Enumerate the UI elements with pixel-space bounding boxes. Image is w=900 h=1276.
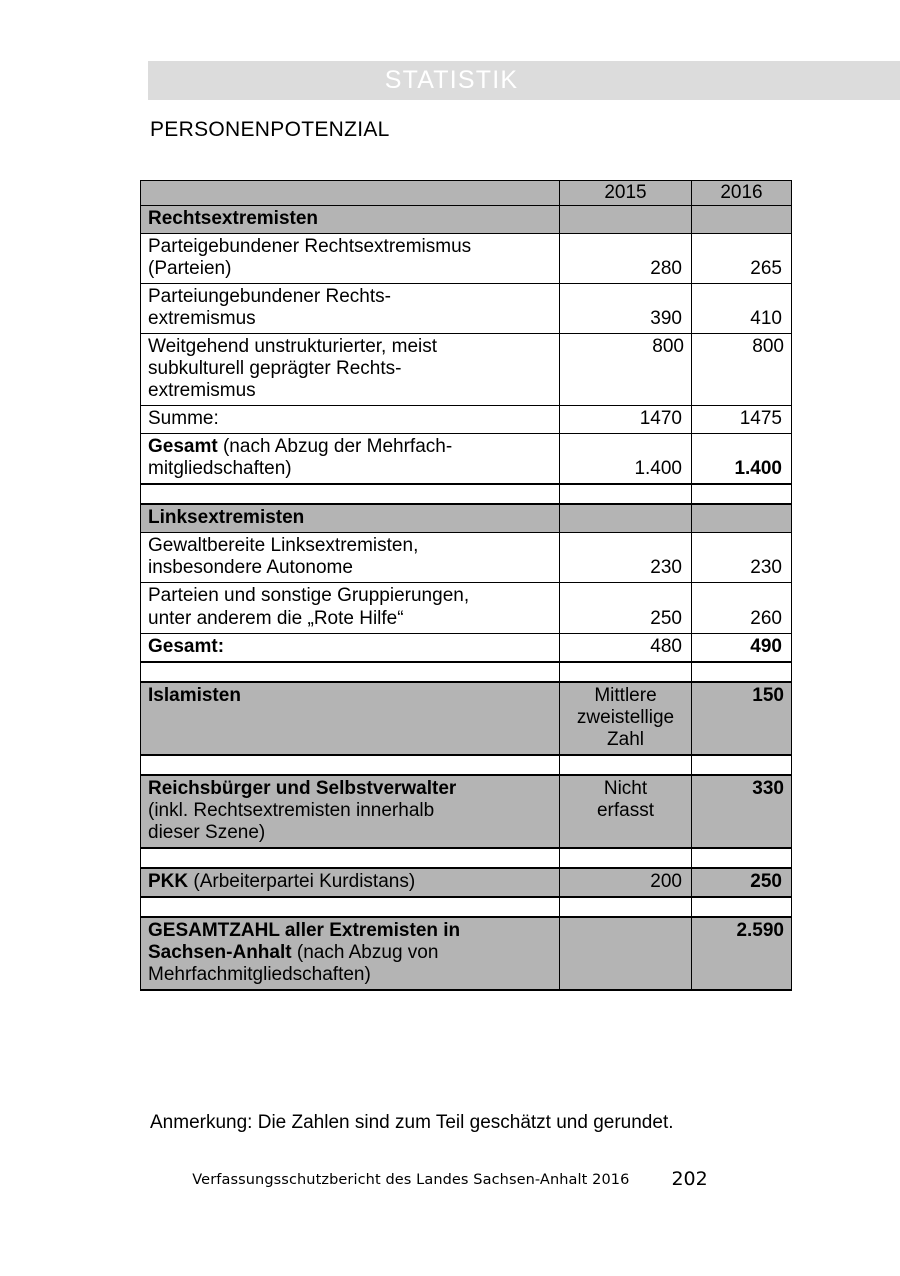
row-label-gesamt-rechts-bold: Gesamt bbox=[148, 436, 218, 458]
spacer-cell-label bbox=[141, 755, 560, 775]
row-gesamtzahl-2015 bbox=[560, 917, 692, 990]
table-row bbox=[141, 334, 792, 406]
row-pkk-2016: 250 bbox=[692, 868, 792, 897]
row-reichsbuerger-2015-line1: Nicht bbox=[603, 777, 648, 799]
table-row bbox=[141, 533, 792, 583]
row-label-reichsbuerger-bold: Reichsbürger und Selbstverwalter bbox=[148, 777, 457, 799]
row-label-gesamtzahl bbox=[141, 917, 560, 990]
row-pkk-2015: 200 bbox=[560, 868, 692, 897]
row-label-parteien-links-line2: unter anderem die „Rote Hilfe“ bbox=[148, 607, 404, 629]
row-gewaltbereit-2015: 230 bbox=[560, 533, 692, 583]
row-label-gesamt-rechts bbox=[141, 434, 560, 485]
table-row bbox=[141, 234, 792, 284]
row-islamisten-2015-line1: Mittlere bbox=[594, 684, 657, 706]
table-spacer-row bbox=[141, 755, 792, 775]
row-label-gesamtzahl-line1: GESAMTZAHL aller Extremisten in bbox=[148, 919, 461, 941]
row-parteigebunden-2015: 280 bbox=[560, 234, 692, 284]
row-label-gesamt-rechts-rest1: (nach Abzug der Mehrfach- bbox=[217, 436, 453, 458]
page-footer bbox=[0, 1168, 900, 1190]
row-reichsbuerger-2016: 330 bbox=[692, 775, 792, 848]
row-summe-2016: 1475 bbox=[692, 406, 792, 434]
row-gesamt-rechts-2015: 1.400 bbox=[560, 434, 692, 485]
row-gesamt-rechts-2016: 1.400 bbox=[692, 434, 792, 485]
section-row-rechtsextremisten bbox=[141, 206, 792, 234]
header-cell-2015: 2015 bbox=[560, 181, 692, 206]
row-label-gesamt-rechts-rest2: mitgliedschaften) bbox=[148, 458, 292, 480]
header-cell-2016: 2016 bbox=[692, 181, 792, 206]
row-label-summe: Summe: bbox=[141, 406, 560, 434]
row-parteiungebunden-2015: 390 bbox=[560, 284, 692, 334]
banner-title: STATISTIK bbox=[384, 66, 519, 94]
row-label-parteien-links-line1: Parteien und sonstige Gruppierungen, bbox=[148, 585, 470, 607]
row-label-gesamtzahl-line3: Mehrfachmitgliedschaften) bbox=[148, 963, 371, 985]
spacer-cell-2015 bbox=[560, 848, 692, 868]
page-title: PERSONENPOTENZIAL bbox=[150, 118, 390, 141]
row-label-reichsbuerger-sub1: (inkl. Rechtsextremisten innerhalb bbox=[148, 799, 435, 821]
row-label-parteiungebunden bbox=[141, 284, 560, 334]
row-parteien-links-2016: 260 bbox=[692, 583, 792, 633]
row-label-parteiungebunden-line2: extremismus bbox=[148, 308, 256, 330]
row-islamisten-2015-line3: Zahl bbox=[607, 728, 644, 750]
section-rechtsextremisten-2016 bbox=[692, 206, 792, 234]
row-parteien-links-2015: 250 bbox=[560, 583, 692, 633]
row-label-gesamtzahl-line2-bold: Sachsen-Anhalt bbox=[148, 941, 292, 963]
spacer-cell-label bbox=[141, 484, 560, 504]
row-reichsbuerger-2015 bbox=[560, 775, 692, 848]
row-label-subkulturell bbox=[141, 334, 560, 406]
row-label-gesamt-links: Gesamt: bbox=[141, 633, 560, 662]
table-row-gesamtzahl bbox=[141, 917, 792, 990]
row-reichsbuerger-2015-line2: erfasst bbox=[596, 799, 655, 821]
section-row-linksextremisten bbox=[141, 504, 792, 533]
row-label-subkulturell-line3: extremismus bbox=[148, 380, 256, 402]
row-gesamtzahl-2016: 2.590 bbox=[692, 917, 792, 990]
spacer-cell-2016 bbox=[692, 662, 792, 682]
spacer-cell-2016 bbox=[692, 897, 792, 917]
row-label-reichsbuerger bbox=[141, 775, 560, 848]
row-summe-2015: 1470 bbox=[560, 406, 692, 434]
row-label-parteiungebunden-line1: Parteiungebundener Rechts- bbox=[148, 286, 391, 308]
row-label-parteien-links bbox=[141, 583, 560, 633]
row-label-gewaltbereit bbox=[141, 533, 560, 583]
header-cell-blank bbox=[141, 181, 560, 206]
spacer-cell-2015 bbox=[560, 662, 692, 682]
row-label-pkk-rest: (Arbeiterpartei Kurdistans) bbox=[188, 870, 416, 892]
row-subkulturell-2015: 800 bbox=[560, 334, 692, 406]
table-spacer-row bbox=[141, 662, 792, 682]
row-parteiungebunden-2016: 410 bbox=[692, 284, 792, 334]
table-row-islamisten bbox=[141, 682, 792, 755]
section-label-linksextremisten: Linksextremisten bbox=[141, 504, 560, 533]
spacer-cell-2016 bbox=[692, 848, 792, 868]
row-label-reichsbuerger-sub2: dieser Szene) bbox=[148, 821, 266, 843]
table-spacer-row bbox=[141, 848, 792, 868]
row-label-gesamtzahl-line2-rest: (nach Abzug von bbox=[291, 941, 439, 963]
spacer-cell-2016 bbox=[692, 755, 792, 775]
row-gesamt-links-2015: 480 bbox=[560, 633, 692, 662]
table-spacer-row bbox=[141, 484, 792, 504]
personenpotenzial-table-container bbox=[140, 180, 791, 991]
spacer-cell-2015 bbox=[560, 484, 692, 504]
row-label-pkk bbox=[141, 868, 560, 897]
spacer-cell-2016 bbox=[692, 484, 792, 504]
row-islamisten-2016: 150 bbox=[692, 682, 792, 755]
spacer-cell-label bbox=[141, 897, 560, 917]
spacer-cell-2015 bbox=[560, 897, 692, 917]
spacer-cell-label bbox=[141, 662, 560, 682]
footer-page-number: 202 bbox=[671, 1168, 708, 1190]
row-parteigebunden-2016: 265 bbox=[692, 234, 792, 284]
table-spacer-row bbox=[141, 897, 792, 917]
table-row-pkk bbox=[141, 868, 792, 897]
table-row-gesamt-rechts bbox=[141, 434, 792, 485]
row-label-subkulturell-line2: subkulturell geprägter Rechts- bbox=[148, 358, 402, 380]
row-islamisten-2015-line2: zweistellige bbox=[576, 706, 675, 728]
row-label-pkk-bold: PKK bbox=[148, 870, 189, 892]
table-row bbox=[141, 284, 792, 334]
section-linksextremisten-2016 bbox=[692, 504, 792, 533]
personenpotenzial-table bbox=[140, 180, 792, 991]
table-row-gesamt-links bbox=[141, 633, 792, 662]
row-label-subkulturell-line1: Weitgehend unstrukturierter, meist bbox=[148, 336, 438, 358]
row-label-gewaltbereit-line1: Gewaltbereite Linksextremisten, bbox=[148, 535, 419, 557]
spacer-cell-2015 bbox=[560, 755, 692, 775]
row-subkulturell-2016: 800 bbox=[692, 334, 792, 406]
spacer-cell-label bbox=[141, 848, 560, 868]
row-label-parteigebunden: Parteigebundener Rechtsextremismus (Parteien) bbox=[141, 234, 560, 284]
row-gesamt-links-2016: 490 bbox=[692, 633, 792, 662]
section-linksextremisten-2015 bbox=[560, 504, 692, 533]
table-header-row bbox=[141, 181, 792, 206]
row-label-gewaltbereit-line2: insbesondere Autonome bbox=[148, 557, 353, 579]
statistik-banner bbox=[148, 61, 900, 100]
section-rechtsextremisten-2015 bbox=[560, 206, 692, 234]
table-footnote: Anmerkung: Die Zahlen sind zum Teil geschätzt und gerundet. bbox=[150, 1112, 674, 1133]
section-label-rechtsextremisten: Rechtsextremisten bbox=[141, 206, 560, 234]
footer-document-reference: Verfassungsschutzbericht des Landes Sachsen-Anhalt 2016 bbox=[192, 1172, 630, 1188]
row-label-islamisten: Islamisten bbox=[141, 682, 560, 755]
row-islamisten-2015 bbox=[560, 682, 692, 755]
row-gewaltbereit-2016: 230 bbox=[692, 533, 792, 583]
table-row-reichsbuerger bbox=[141, 775, 792, 848]
table-row bbox=[141, 406, 792, 434]
table-row bbox=[141, 583, 792, 633]
